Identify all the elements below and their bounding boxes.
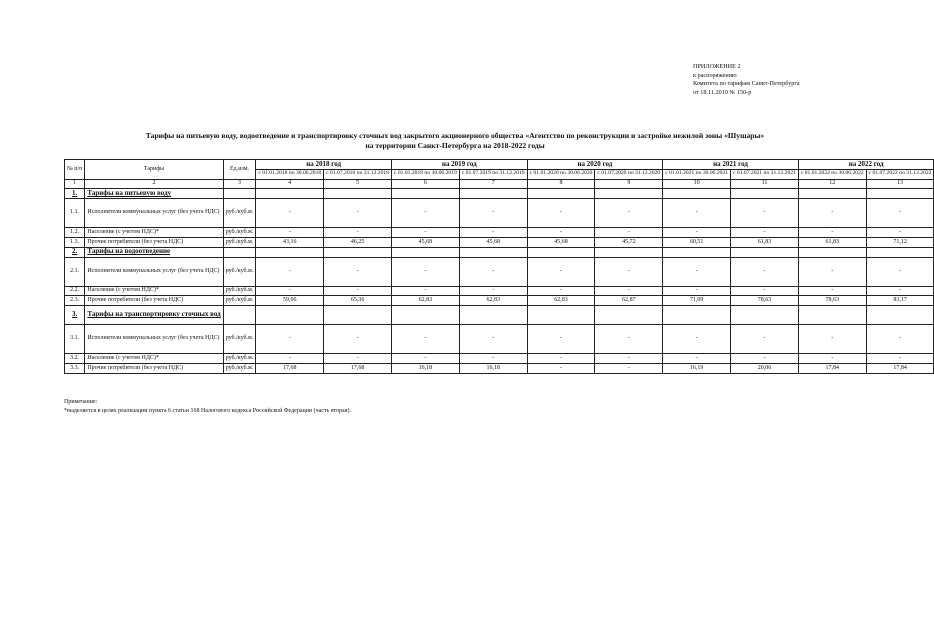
empty-cell xyxy=(459,247,527,257)
value-cell: 16,18 xyxy=(391,363,459,373)
value-cell: - xyxy=(798,286,866,296)
empty-cell xyxy=(391,189,459,199)
header-period: с 01.07.2021 по 31.12.2021 xyxy=(731,169,799,179)
empty-cell xyxy=(595,189,663,199)
column-number: 11 xyxy=(731,179,799,189)
value-cell: - xyxy=(798,354,866,364)
row-number: 2.1. xyxy=(65,257,85,286)
value-cell: - xyxy=(527,286,595,296)
empty-cell xyxy=(256,189,324,199)
value-cell: 17,68 xyxy=(256,363,324,373)
value-cell: - xyxy=(256,257,324,286)
empty-cell xyxy=(256,306,324,325)
empty-cell xyxy=(459,306,527,325)
value-cell: - xyxy=(527,325,595,354)
table-row xyxy=(65,199,934,228)
column-number: 5 xyxy=(324,179,392,189)
unit-cell xyxy=(223,247,256,257)
value-cell: - xyxy=(798,325,866,354)
empty-cell xyxy=(527,247,595,257)
value-cell: - xyxy=(527,228,595,238)
table-row xyxy=(65,354,934,364)
value-cell: - xyxy=(866,354,934,364)
column-number: 13 xyxy=(866,179,934,189)
header-tariffs: Тарифы xyxy=(85,160,223,180)
value-cell: - xyxy=(731,354,799,364)
unit-cell: руб./куб.м. xyxy=(223,257,256,286)
value-cell: 45,72 xyxy=(595,237,663,247)
value-cell: 17,84 xyxy=(798,363,866,373)
value-cell: 83,17 xyxy=(866,296,934,306)
document-title xyxy=(60,131,850,151)
empty-cell xyxy=(391,247,459,257)
value-cell: - xyxy=(663,325,731,354)
appendix-title: ПРИЛОЖЕНИЕ 2 xyxy=(693,63,741,70)
value-cell: - xyxy=(866,199,934,228)
section-row xyxy=(65,306,934,325)
value-cell: - xyxy=(595,286,663,296)
value-cell: - xyxy=(256,325,324,354)
unit-cell: руб./куб.м. xyxy=(223,237,256,247)
value-cell: - xyxy=(391,325,459,354)
value-cell: - xyxy=(459,286,527,296)
table-row xyxy=(65,363,934,373)
header-year: на 2019 год xyxy=(391,160,527,170)
empty-cell xyxy=(866,306,934,325)
value-cell: 43,16 xyxy=(256,237,324,247)
row-number: 3.1. xyxy=(65,325,85,354)
row-number: 2. xyxy=(65,247,85,257)
value-cell: - xyxy=(527,257,595,286)
value-cell: 61,83 xyxy=(731,237,799,247)
column-number: 8 xyxy=(527,179,595,189)
empty-cell xyxy=(595,306,663,325)
value-cell: - xyxy=(731,199,799,228)
empty-cell xyxy=(798,189,866,199)
column-number: 7 xyxy=(459,179,527,189)
tariff-label: Население (с учетом НДС)* xyxy=(85,228,223,238)
header-period: с 01.01.2022 по 30.06.2022 xyxy=(798,169,866,179)
row-number: 3.3. xyxy=(65,363,85,373)
value-cell: 45,68 xyxy=(459,237,527,247)
value-cell: - xyxy=(256,354,324,364)
value-cell: - xyxy=(391,199,459,228)
title-line: Тарифы на питьевую воду, водоотведение и транспортировку сточных вод закрытого акционерного общества «Агентство по реконструкции и застройке нежилой зоны «Шушары» xyxy=(145,131,765,140)
value-cell: 62,83 xyxy=(391,296,459,306)
value-cell: - xyxy=(663,257,731,286)
value-cell: - xyxy=(798,228,866,238)
value-cell: - xyxy=(324,257,392,286)
note-title: Примечание: xyxy=(64,399,98,405)
value-cell: - xyxy=(527,363,595,373)
column-number: 3 xyxy=(223,179,256,189)
table-row xyxy=(65,325,934,354)
unit-cell: руб./куб.м. xyxy=(223,354,256,364)
value-cell: 62,83 xyxy=(459,296,527,306)
value-cell: 61,83 xyxy=(798,237,866,247)
value-cell: - xyxy=(527,199,595,228)
value-cell: - xyxy=(595,325,663,354)
empty-cell xyxy=(595,247,663,257)
empty-cell xyxy=(731,306,799,325)
empty-cell xyxy=(866,247,934,257)
header-year: на 2022 год xyxy=(798,160,934,170)
empty-cell xyxy=(527,189,595,199)
empty-cell xyxy=(256,247,324,257)
value-cell: - xyxy=(324,325,392,354)
value-cell: 46,25 xyxy=(324,237,392,247)
column-number: 12 xyxy=(798,179,866,189)
header-period: с 01.07.2020 по 31.12.2020 xyxy=(595,169,663,179)
value-cell: - xyxy=(391,286,459,296)
value-cell: 60,51 xyxy=(663,237,731,247)
tariff-label: Прочие потребители (без учета НДС) xyxy=(85,363,223,373)
row-number: 2.3. xyxy=(65,296,85,306)
value-cell: - xyxy=(663,199,731,228)
value-cell: - xyxy=(256,199,324,228)
header-period: с 01.07.2019 по 31.12.2019 xyxy=(459,169,527,179)
table-body xyxy=(65,189,934,373)
header-period: с 01.01.2019 по 30.06.2019 xyxy=(391,169,459,179)
value-cell: - xyxy=(663,354,731,364)
value-cell: 17,84 xyxy=(866,363,934,373)
unit-cell xyxy=(223,189,256,199)
value-cell: 45,68 xyxy=(391,237,459,247)
tariff-label: Исполнители коммунальных услуг (без учета НДС) xyxy=(85,257,223,286)
unit-cell: руб./куб.м. xyxy=(223,325,256,354)
value-cell: 71,12 xyxy=(866,237,934,247)
header-year: на 2021 год xyxy=(663,160,799,170)
value-cell: - xyxy=(866,228,934,238)
unit-cell: руб./куб.м. xyxy=(223,296,256,306)
empty-cell xyxy=(663,189,731,199)
table-row xyxy=(65,286,934,296)
value-cell: 78,63 xyxy=(798,296,866,306)
appendix-line: от 18.11.2019 № 150-р xyxy=(693,88,752,96)
value-cell: 62,83 xyxy=(527,296,595,306)
unit-cell: руб./куб.м. xyxy=(223,228,256,238)
value-cell: 16,19 xyxy=(663,363,731,373)
row-number: 1. xyxy=(65,189,85,199)
value-cell: - xyxy=(391,257,459,286)
empty-cell xyxy=(459,189,527,199)
column-number: 4 xyxy=(256,179,324,189)
value-cell: - xyxy=(595,257,663,286)
row-number: 1.1. xyxy=(65,199,85,228)
appendix-line: к распоряжению xyxy=(693,71,737,79)
tariff-label: Прочие потребители (без учета НДС) xyxy=(85,237,223,247)
table-row xyxy=(65,296,934,306)
value-cell: - xyxy=(731,325,799,354)
empty-cell xyxy=(731,247,799,257)
value-cell: - xyxy=(324,354,392,364)
empty-cell xyxy=(731,189,799,199)
tariff-label: Население (с учетом НДС)* xyxy=(85,286,223,296)
empty-cell xyxy=(663,306,731,325)
section-title: Тарифы на водоотведение xyxy=(85,247,223,257)
empty-cell xyxy=(798,247,866,257)
value-cell: - xyxy=(595,363,663,373)
value-cell: 62,87 xyxy=(595,296,663,306)
appendix-line: Комитета по тарифам Санкт-Петербурга xyxy=(693,80,800,88)
column-number: 2 xyxy=(85,179,223,189)
empty-cell xyxy=(866,189,934,199)
title-line: на территории Санкт-Петербурга на 2018-2022 годы xyxy=(365,141,545,150)
tariff-label: Прочие потребители (без учета НДС) xyxy=(85,296,223,306)
tariff-label: Исполнители коммунальных услуг (без учета НДС) xyxy=(85,199,223,228)
value-cell: - xyxy=(459,325,527,354)
note-text: *выделяется в целях реализации пункта 6 статьи 168 Налогового кодекса Российской Федерации (часть вторая). xyxy=(64,407,351,414)
value-cell: - xyxy=(866,257,934,286)
appendix-block xyxy=(693,63,800,97)
tariff-label: Исполнители коммунальных услуг (без учета НДС) xyxy=(85,325,223,354)
value-cell: - xyxy=(459,354,527,364)
header-year: на 2018 год xyxy=(256,160,392,170)
note-block xyxy=(64,398,351,415)
column-number-row xyxy=(65,179,934,189)
value-cell: - xyxy=(663,228,731,238)
value-cell: 17,68 xyxy=(324,363,392,373)
value-cell: 20,06 xyxy=(731,363,799,373)
row-number: 3.2. xyxy=(65,354,85,364)
value-cell: 45,68 xyxy=(527,237,595,247)
value-cell: - xyxy=(866,286,934,296)
value-cell: - xyxy=(798,199,866,228)
column-number: 6 xyxy=(391,179,459,189)
value-cell: 65,36 xyxy=(324,296,392,306)
column-number: 9 xyxy=(595,179,663,189)
value-cell: - xyxy=(256,228,324,238)
empty-cell xyxy=(324,306,392,325)
header-period: с 01.07.2018 по 31.12.2018 xyxy=(324,169,392,179)
row-number: 2.2. xyxy=(65,286,85,296)
empty-cell xyxy=(798,306,866,325)
empty-cell xyxy=(324,247,392,257)
value-cell: 59,06 xyxy=(256,296,324,306)
value-cell: - xyxy=(256,286,324,296)
empty-cell xyxy=(391,306,459,325)
section-title: Тарифы на транспортировку сточных вод xyxy=(85,306,223,325)
tariff-table xyxy=(64,159,934,374)
column-number: 10 xyxy=(663,179,731,189)
section-row xyxy=(65,247,934,257)
unit-cell: руб./куб.м. xyxy=(223,199,256,228)
value-cell: - xyxy=(595,354,663,364)
empty-cell xyxy=(663,247,731,257)
value-cell: 71,09 xyxy=(663,296,731,306)
value-cell: - xyxy=(459,257,527,286)
value-cell: - xyxy=(459,228,527,238)
unit-cell: руб./куб.м. xyxy=(223,286,256,296)
table-row xyxy=(65,257,934,286)
value-cell: - xyxy=(527,354,595,364)
section-title: Тарифы на питьевую воду xyxy=(85,189,223,199)
header-year: на 2020 год xyxy=(527,160,663,170)
value-cell: - xyxy=(866,325,934,354)
row-number: 3. xyxy=(65,306,85,325)
value-cell: 16,18 xyxy=(459,363,527,373)
header-period: с 01.07.2022 по 31.12.2022 xyxy=(866,169,934,179)
value-cell: - xyxy=(731,228,799,238)
unit-cell xyxy=(223,306,256,325)
value-cell: - xyxy=(324,199,392,228)
value-cell: - xyxy=(798,257,866,286)
tariff-label: Население (с учетом НДС)* xyxy=(85,354,223,364)
column-number: 1 xyxy=(65,179,85,189)
header-period: с 01.01.2018 по 30.06.2018 xyxy=(256,169,324,179)
empty-cell xyxy=(324,189,392,199)
table-row xyxy=(65,228,934,238)
value-cell: - xyxy=(459,199,527,228)
value-cell: 78,63 xyxy=(731,296,799,306)
value-cell: - xyxy=(595,228,663,238)
value-cell: - xyxy=(731,257,799,286)
header-period: с 01.01.2021 по 30.06.2021 xyxy=(663,169,731,179)
value-cell: - xyxy=(663,286,731,296)
table-row xyxy=(65,237,934,247)
value-cell: - xyxy=(324,228,392,238)
value-cell: - xyxy=(595,199,663,228)
header-period: с 01.01.2020 по 30.06.2020 xyxy=(527,169,595,179)
header-num: № п/п xyxy=(65,160,85,180)
unit-cell: руб./куб.м. xyxy=(223,363,256,373)
header-unit: Ед.изм. xyxy=(223,160,256,180)
value-cell: - xyxy=(324,286,392,296)
value-cell: - xyxy=(391,354,459,364)
row-number: 1.3. xyxy=(65,237,85,247)
empty-cell xyxy=(527,306,595,325)
section-row xyxy=(65,189,934,199)
value-cell: - xyxy=(731,286,799,296)
value-cell: - xyxy=(391,228,459,238)
row-number: 1.2. xyxy=(65,228,85,238)
